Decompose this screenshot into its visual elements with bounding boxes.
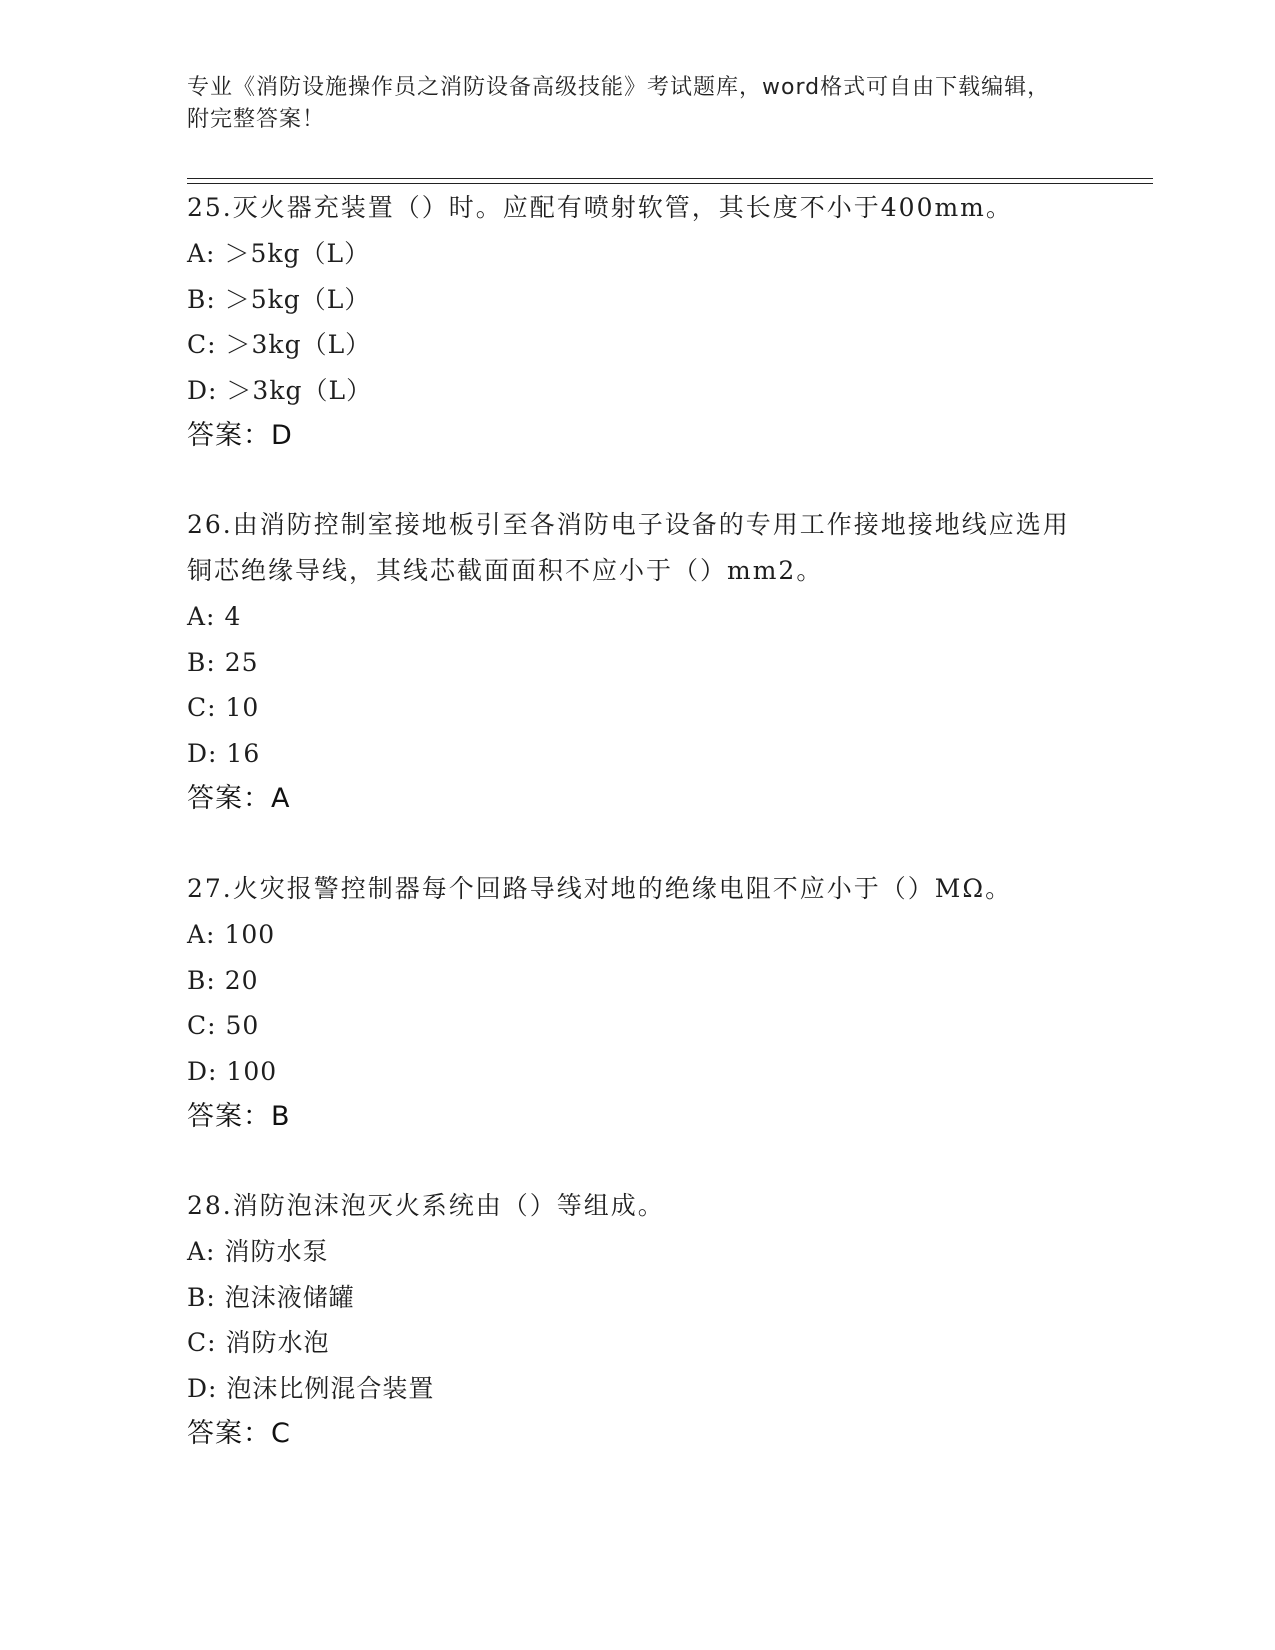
question-27 — [187, 866, 1087, 1140]
option-text: ＞3kg（L） — [225, 330, 372, 359]
option-c — [187, 685, 1087, 731]
option-label: D: — [187, 1373, 218, 1403]
option-text: 消防水泡 — [225, 1328, 330, 1357]
question-stem: 27.火灾报警控制器每个回路导线对地的绝缘电阻不应小于（）MΩ。 — [187, 874, 1013, 903]
option-label: C: — [187, 1011, 217, 1040]
option-text: 25 — [224, 647, 259, 677]
option-label: A: — [187, 920, 216, 949]
option-text: ＞3kg（L） — [226, 375, 373, 405]
option-c — [187, 322, 1087, 368]
option-b — [187, 640, 1087, 686]
option-label: C: — [187, 1328, 217, 1357]
option-label: D: — [187, 1056, 218, 1086]
option-text: 4 — [224, 602, 242, 631]
option-a — [187, 1229, 1087, 1275]
option-text: ＞5kg（L） — [224, 239, 371, 268]
option-c — [187, 1320, 1087, 1366]
option-text: 泡沫比例混合装置 — [226, 1373, 435, 1403]
question-28 — [187, 1183, 1087, 1457]
question-25 — [187, 185, 1087, 459]
option-label: C: — [187, 330, 217, 359]
header-divider-bottom — [187, 183, 1153, 184]
option-label: A: — [187, 602, 216, 631]
option-d — [187, 731, 1087, 777]
option-a — [187, 912, 1087, 958]
question-stem: 25.灭火器充装置（）时。应配有喷射软管，其长度不小于400mm。 — [187, 193, 1013, 222]
option-label: A: — [187, 1237, 216, 1266]
option-text: 50 — [225, 1011, 260, 1040]
option-text: 100 — [226, 1056, 278, 1086]
question-stem: 28.消防泡沫泡灭火系统由（）等组成。 — [187, 1191, 665, 1220]
option-label: D: — [187, 738, 218, 768]
option-a — [187, 594, 1087, 640]
question-26 — [187, 502, 1087, 822]
option-b — [187, 958, 1087, 1004]
document-header: 专业《消防设施操作员之消防设备高级技能》考试题库，word格式可自由下载编辑，附完整答案！ — [187, 75, 1051, 132]
option-text: 泡沫液储罐 — [224, 1282, 355, 1312]
option-b — [187, 1275, 1087, 1321]
option-c — [187, 1003, 1087, 1049]
option-d — [187, 1049, 1087, 1095]
option-d — [187, 1366, 1087, 1412]
option-text: ＞5kg（L） — [224, 284, 371, 314]
option-text: 20 — [224, 965, 259, 995]
option-label: B: — [187, 1282, 216, 1312]
option-label: D: — [187, 375, 218, 405]
answer-line: 答案：A — [187, 783, 291, 814]
option-text: 消防水泵 — [224, 1237, 329, 1266]
answer-line: 答案：D — [187, 420, 293, 451]
option-label: A: — [187, 239, 216, 268]
option-b — [187, 277, 1087, 323]
option-text: 16 — [226, 738, 261, 768]
option-a — [187, 231, 1087, 277]
option-text: 100 — [224, 920, 276, 949]
option-label: B: — [187, 647, 216, 677]
answer-line: 答案：C — [187, 1418, 291, 1449]
option-label: B: — [187, 965, 216, 995]
header-divider-top — [187, 178, 1153, 179]
answer-line: 答案：B — [187, 1101, 291, 1132]
option-d — [187, 368, 1087, 414]
option-label: C: — [187, 693, 217, 722]
option-label: B: — [187, 284, 216, 314]
option-text: 10 — [225, 693, 260, 722]
question-stem: 26.由消防控制室接地板引至各消防电子设备的专用工作接地接地线应选用铜芯绝缘导线，其线芯截面面积不应小于（）mm2。 — [187, 510, 1070, 585]
